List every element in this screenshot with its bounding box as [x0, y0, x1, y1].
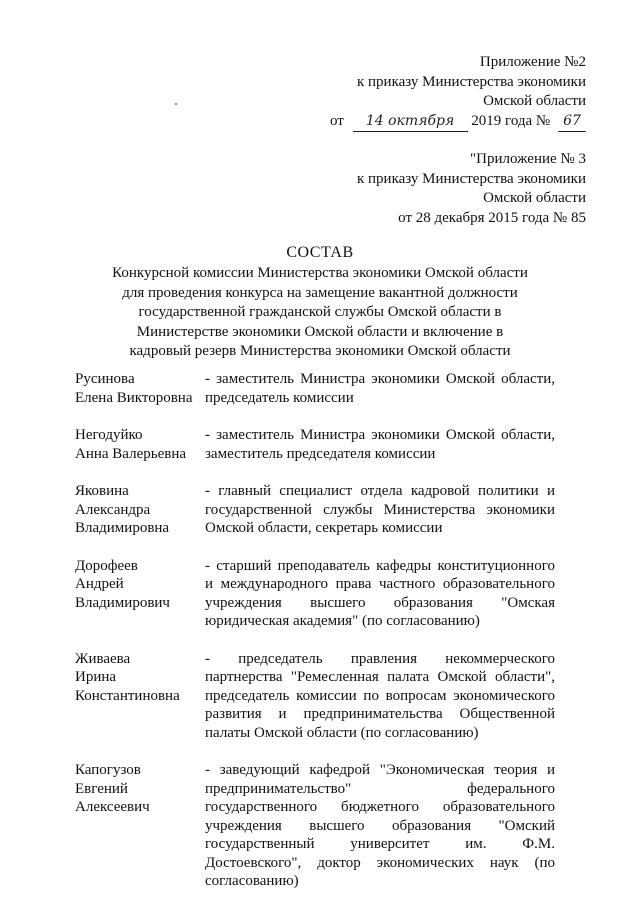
member-role: - главный специалист отдела кадровой политики и государственной службы Министерства экономики Омской области, секретарь комиссии	[205, 483, 555, 536]
member-role: - председатель правления некоммерческого партнерства "Ремесленная палата Омской области", председатель комиссии по вопросам экономического развития и предпринимательства Общественной палаты Омской области (по согласованию)	[205, 650, 555, 741]
member-row	[75, 482, 555, 538]
member-role: - заведующий кафедрой "Экономическая теория и предпринимательство" федерального государственного бюджетного образовательного учреждения высшего образования "Омский государственный университет им. Ф.М. Достоевского", доктор экономических наук (по согласованию)	[205, 762, 555, 889]
prev-order-reference: к приказу Министерства экономики	[356, 170, 586, 187]
region-name: Омской области	[483, 93, 586, 109]
appendix-header	[330, 53, 586, 228]
title-line: Конкурсной комиссии Министерства экономики Омской области	[112, 265, 528, 281]
member-row	[75, 761, 555, 891]
title-line: государственной гражданской службы Омской области в	[138, 304, 502, 320]
title-line: Министерстве экономики Омской области и включение в	[136, 323, 504, 340]
appendix-number: Приложение №2	[479, 54, 586, 70]
handwritten-number: 67	[558, 112, 586, 133]
member-name: Негодуйко Анна Валерьевна	[75, 427, 186, 462]
prev-order-date: от 28 декабря 2015 года № 85	[398, 209, 586, 226]
member-row	[75, 650, 555, 743]
handwritten-date: 14 октября	[353, 112, 468, 133]
member-role: - старший преподаватель кафедры конституционного и международного права частного образовательного учреждения высшего образования "Омская юридическая академия" (по согласованию)	[205, 557, 555, 629]
prev-region-name: Омской области	[483, 190, 586, 206]
year-text: 2019 года №	[471, 112, 551, 129]
prev-appendix-number: "Приложение № 3	[470, 151, 586, 167]
document-title	[0, 242, 640, 362]
title-line: для проведения конкурса на замещение вакантной должности	[122, 284, 518, 301]
order-reference: к приказу Министерства экономики	[356, 73, 586, 90]
order-date-line	[330, 112, 586, 133]
title-heading: СОСТАВ	[286, 244, 354, 261]
member-row	[75, 370, 555, 407]
member-name: Яковина Александра Владимировна	[75, 483, 170, 536]
member-role: - заместитель Министра экономики Омской области, председатель комиссии	[205, 371, 555, 406]
title-line: кадровый резерв Министерства экономики Омской области	[129, 343, 511, 359]
member-row	[75, 426, 555, 463]
member-role: - заместитель Министра экономики Омской области, заместитель председателя комиссии	[205, 427, 555, 462]
member-row	[75, 557, 555, 631]
member-name: Русинова Елена Викторовна	[75, 371, 193, 406]
member-name: Дорофеев Андрей Владимирович	[75, 557, 170, 611]
scan-speck	[175, 103, 177, 105]
date-prefix: от	[329, 112, 344, 129]
commission-members	[75, 370, 555, 910]
member-name: Капогузов Евгений Алексеевич	[75, 762, 150, 815]
member-name: Живаева Ирина Константиновна	[75, 650, 180, 704]
